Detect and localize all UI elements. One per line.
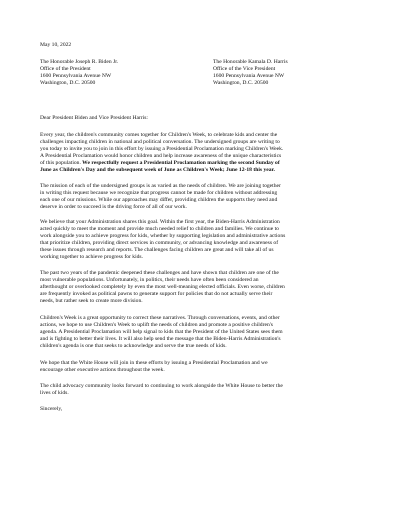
paragraph-line: The past two years of the pandemic deepened these challenges and have shown that children are one of the: [40, 270, 279, 276]
body-paragraph-7: [40, 383, 365, 397]
paragraph-line: that prioritize children, providing direct services in community, or advancing knowledge and awareness of: [40, 240, 279, 247]
paragraph-line: lives of kids.: [40, 390, 69, 397]
paragraph-line: are frequently invoked as political pawns to generate support for policies that do not actually serve their: [40, 291, 273, 298]
paragraph-line-start: of this population.: [40, 160, 81, 167]
paragraph-line: you today to invite you to join in this effort by issuing a Presidential Proclamation marking Children's Week.: [40, 146, 284, 153]
paragraph-line: in writing this request because we recognize that progress cannot be made for children without addressing: [40, 190, 278, 197]
paragraph-line: needs, but rather seek to create more division.: [40, 298, 143, 305]
paragraph-line: children's agenda is one that seeks to acknowledge and serve the true needs of kids.: [40, 343, 227, 350]
paragraph-line: work alongside you to achieve progress for kids, whether by supporting legislation and administrative actions: [40, 233, 286, 240]
paragraph-line: deserve in order to succeed is the driving force of all of our work.: [40, 204, 187, 211]
address-line: Office of the President: [40, 66, 91, 73]
address-line: The Honorable Kamala D. Harris: [213, 59, 288, 65]
paragraph-line: The mission of each of the undersigned groups is as varied as the needs of children. We are joining together: [40, 183, 281, 189]
salutation: Dear President Biden and Vice President Harris:: [40, 115, 148, 121]
paragraph-line: encourage other executive actions throughout the week.: [40, 367, 165, 374]
paragraph-line: challenges impacting children in national and political conversation. The undersigned groups are writing to: [40, 139, 280, 146]
paragraph-line: We believe that your Administration shares this goal. Within the first year, the Biden-Harris Administration: [40, 219, 280, 225]
body-paragraph-1: [40, 132, 365, 175]
address-line: Office of the Vice President: [213, 66, 276, 73]
paragraph-line: The child advocacy community looks forward to continuing to work alongside the White House to better the: [40, 383, 283, 389]
body-paragraph-4: [40, 270, 365, 305]
body-paragraph-6: [40, 360, 365, 374]
paragraph-line-with-request: [40, 160, 365, 167]
paragraph-line: Children's Week is a great opportunity to correct these narratives. Through conversations, events, and other: [40, 315, 280, 321]
paragraph-line: afterthought or overlooked completely by even the most well-meaning elected officials. Even worse, children: [40, 284, 285, 291]
recipient-president-address: [40, 59, 118, 87]
address-line: 1600 Pennsylvania Avenue NW: [40, 73, 112, 80]
paragraph-line: Every year, the children's community comes together for Children's Week, to celebrate kids and center the: [40, 132, 278, 138]
address-line: 1600 Pennsylvania Avenue NW: [213, 73, 285, 80]
paragraph-line: acted quickly to meet the moment and provide much needed relief to children and families. We continue to: [40, 226, 279, 233]
paragraph-line: working together to achieve progress for kids.: [40, 254, 143, 261]
address-line: Washington, D.C. 20500: [40, 80, 96, 87]
paragraph-line: these issues through research and reports. The challenges facing children are great and will take all of us: [40, 247, 274, 254]
letter-date: May 10, 2022: [40, 42, 72, 48]
paragraph-line: and is fighting to better their lives. It will also help send the message that the Biden-Harris Administration's: [40, 336, 281, 343]
closing: Sincerely,: [40, 406, 63, 412]
address-line: Washington, D.C. 20500: [213, 80, 269, 87]
address-line: The Honorable Joseph R. Biden Jr.: [40, 59, 119, 65]
body-paragraph-2: [40, 183, 365, 211]
paragraph-line: most vulnerable populations. Unfortunately, in politics, their needs have often been considered an: [40, 277, 259, 284]
body-paragraph-5: [40, 315, 365, 350]
request-bold-text: We respectfully request a Presidential Proclamation marking the second Sunday of: [80, 160, 280, 167]
request-bold-line: June as Children's Day and the subsequent week of June as Children's Week; June 12-18 this year.: [40, 167, 275, 174]
paragraph-line: A Presidential Proclamation would honor children and help increase awareness of the unique characteristics: [40, 153, 282, 160]
paragraph-line: each one of our missions. While our approaches may differ, providing children the supports they need and: [40, 197, 278, 204]
body-paragraph-3: [40, 219, 365, 262]
paragraph-line: We hope that the White House will join in these efforts by issuing a Presidential Proclamation and we: [40, 360, 268, 366]
recipient-vice-president-address: [213, 59, 288, 87]
paragraph-line: actions, we hope to use Children's Week to uplift the needs of children and promote a positive children's: [40, 322, 273, 329]
paragraph-line: agenda. A Presidential Proclamation will help signal to kids that the President of the United States sees them: [40, 329, 283, 336]
